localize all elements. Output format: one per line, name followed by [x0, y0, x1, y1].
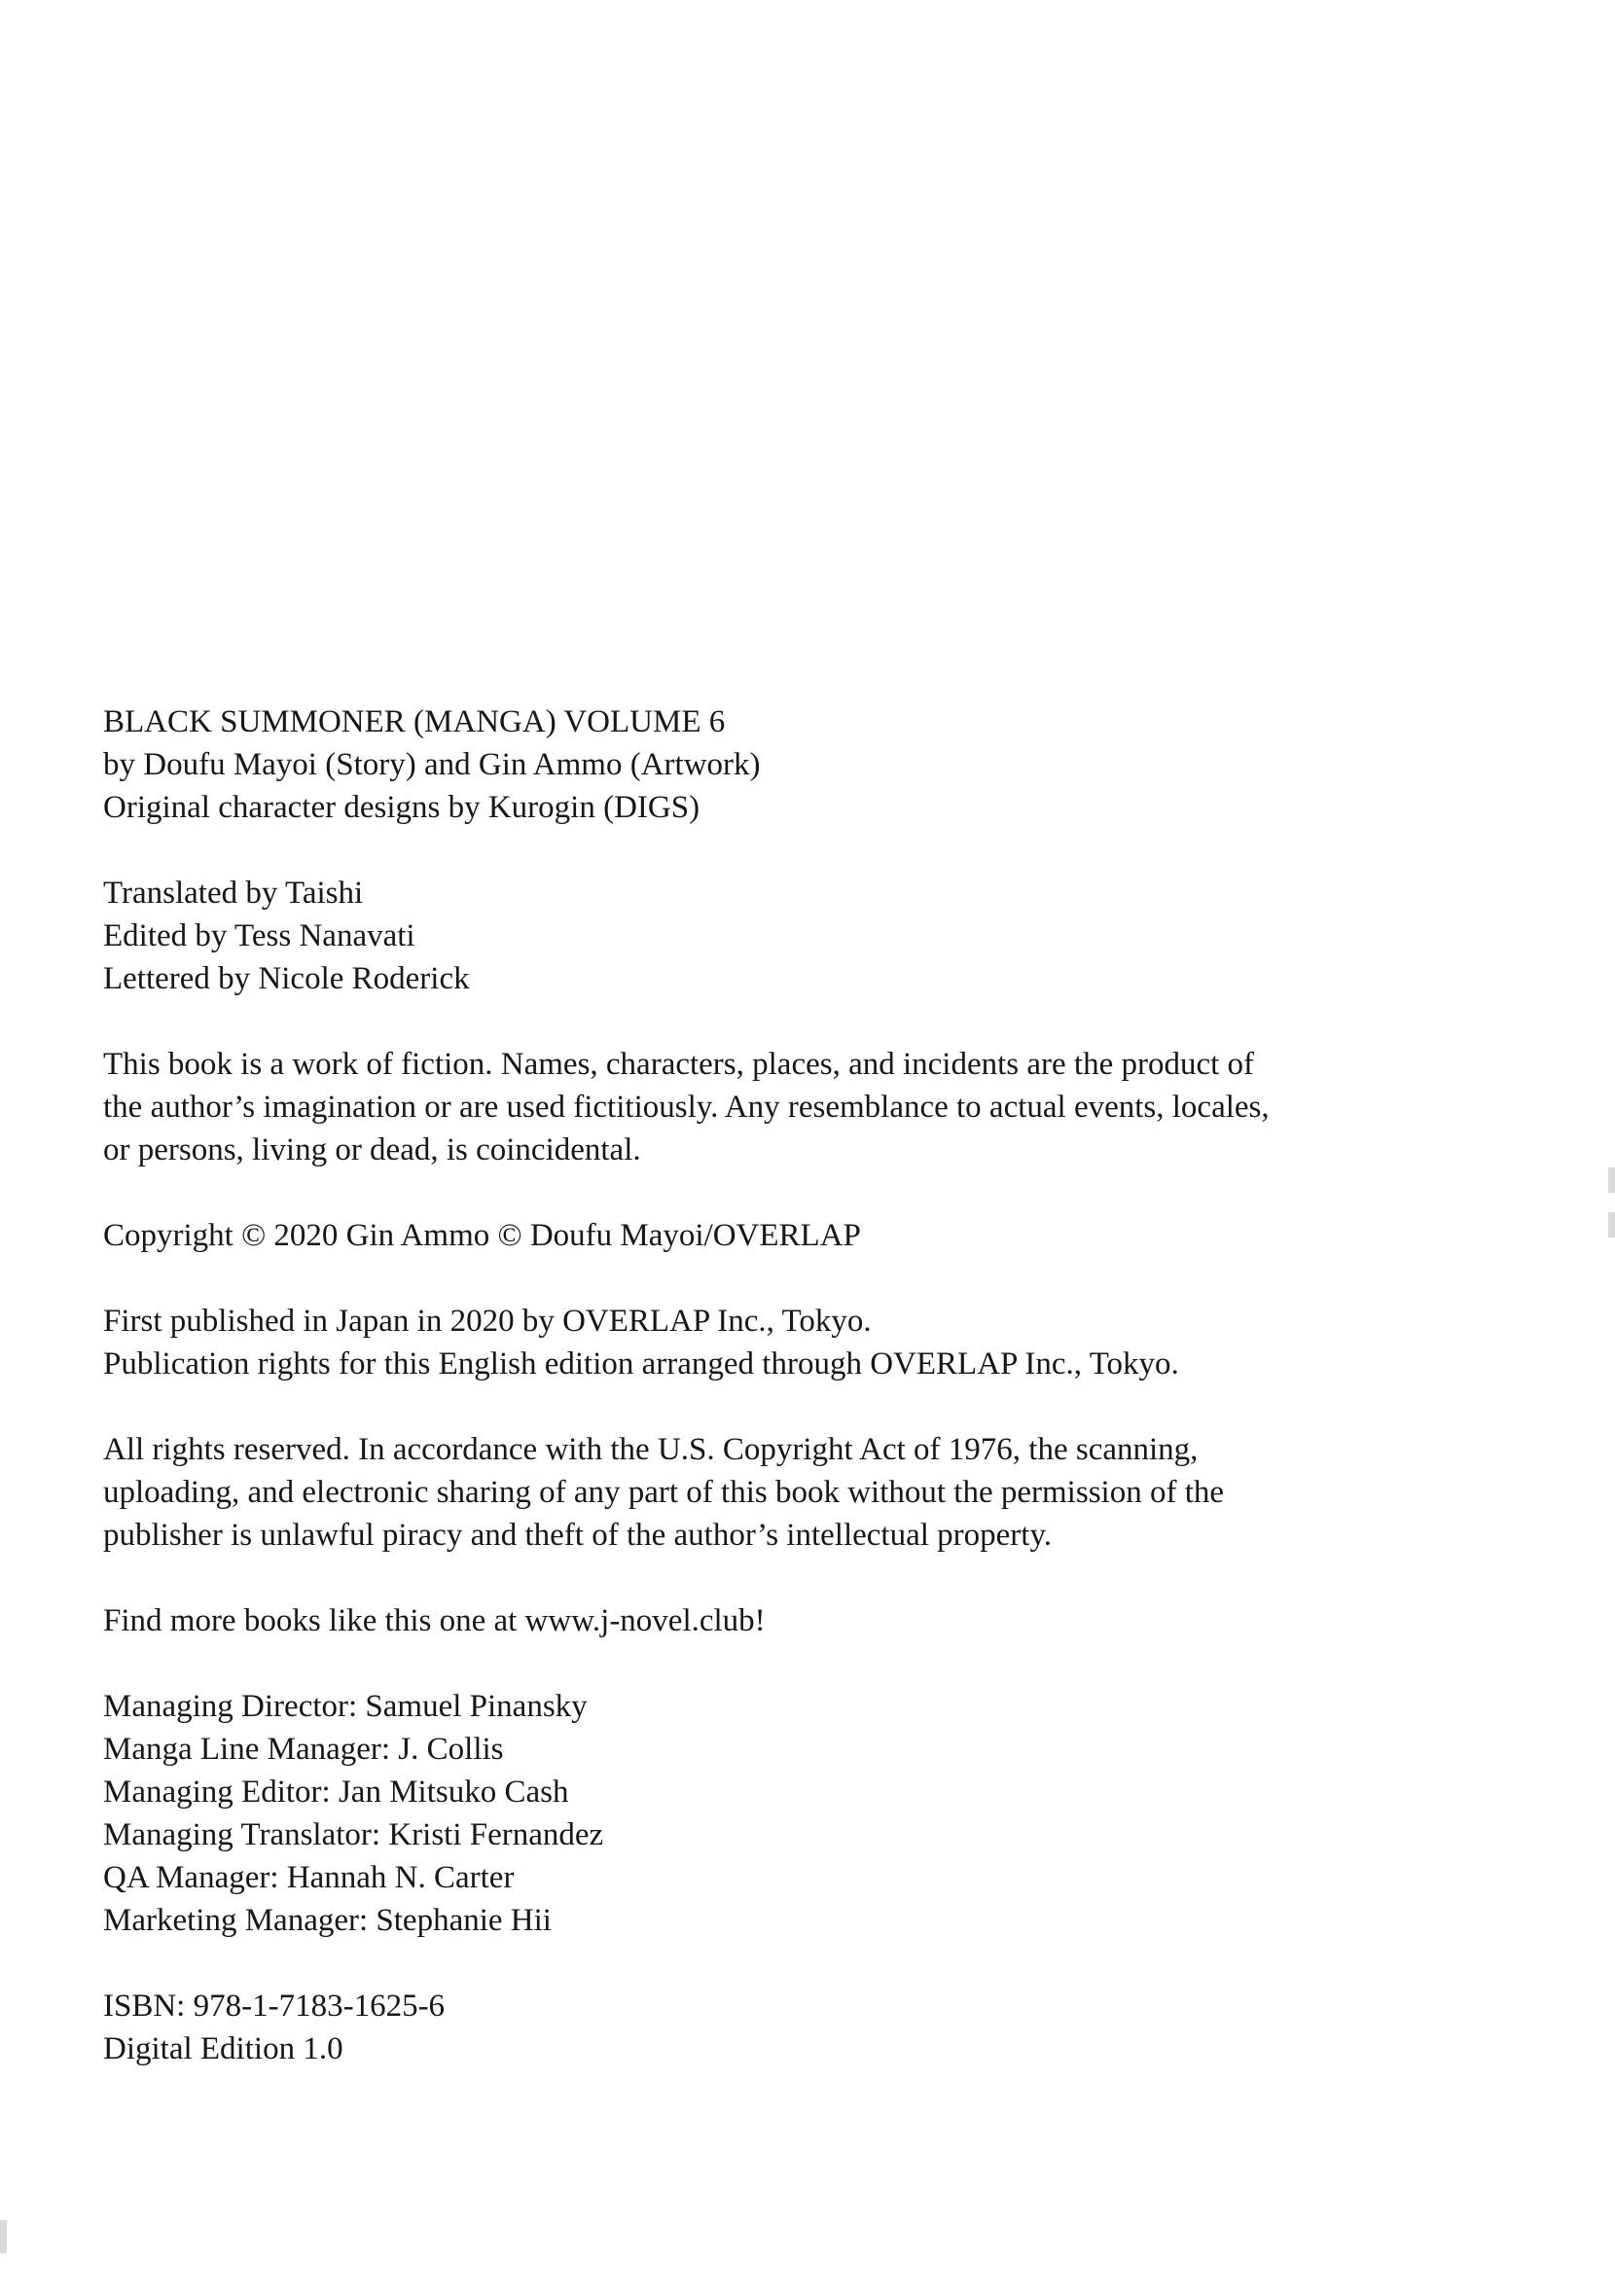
rights-line-2: uploading, and electronic sharing of any part of this book without the permission of the [103, 1475, 1225, 1510]
marketing-manager-credit: Marketing Manager: Stephanie Hii [103, 1903, 552, 1938]
managing-editor-credit: Managing Editor: Jan Mitsuko Cash [103, 1775, 569, 1810]
qa-manager-credit: QA Manager: Hannah N. Carter [103, 1860, 515, 1895]
character-designs-credit: Original character designs by Kurogin (DIGS) [103, 790, 700, 825]
copyright-line: Copyright © 2020 Gin Ammo © Doufu Mayoi/OVERLAP [103, 1218, 861, 1253]
page-edge-artifact [0, 2220, 7, 2253]
colophon-page [103, 700, 1465, 2070]
fiction-disclaimer [103, 1043, 1465, 1171]
page-edge-artifact [1608, 1167, 1615, 1193]
disclaimer-line-2: the author’s imagination or are used fictitiously. Any resemblance to actual events, locales, [103, 1090, 1270, 1125]
editor-credit: Edited by Tess Nanavati [103, 918, 415, 953]
publication-block [103, 1300, 1465, 1385]
book-byline: by Doufu Mayoi (Story) and Gin Ammo (Artwork) [103, 747, 761, 782]
isbn-block [103, 1985, 1465, 2070]
rights-line-3: publisher is unlawful piracy and theft of the author’s intellectual property. [103, 1518, 1053, 1553]
credits-block [103, 872, 1465, 1000]
publication-line-2: Publication rights for this English edition arranged through OVERLAP Inc., Tokyo. [103, 1346, 1179, 1381]
rights-line-1: All rights reserved. In accordance with the U.S. Copyright Act of 1976, the scanning, [103, 1432, 1199, 1467]
manga-line-manager-credit: Manga Line Manager: J. Collis [103, 1732, 504, 1767]
staff-block [103, 1685, 1465, 1942]
disclaimer-line-3: or persons, living or dead, is coincidental. [103, 1132, 641, 1167]
disclaimer-line-1: This book is a work of fiction. Names, characters, places, and incidents are the product of [103, 1047, 1255, 1082]
edition-line: Digital Edition 1.0 [103, 2031, 343, 2066]
copyright-block [103, 1214, 1465, 1257]
managing-translator-credit: Managing Translator: Kristi Fernandez [103, 1817, 604, 1852]
publication-line-1: First published in Japan in 2020 by OVERLAP Inc., Tokyo. [103, 1304, 872, 1339]
promo-line: Find more books like this one at www.j-novel.club! [103, 1603, 766, 1638]
promo-block [103, 1599, 1465, 1642]
page-edge-artifact [1608, 1212, 1615, 1238]
letterer-credit: Lettered by Nicole Roderick [103, 961, 470, 996]
rights-block [103, 1428, 1465, 1557]
isbn-line: ISBN: 978-1-7183-1625-6 [103, 1989, 446, 2024]
translator-credit: Translated by Taishi [103, 876, 364, 911]
managing-director-credit: Managing Director: Samuel Pinansky [103, 1689, 588, 1724]
title-block [103, 700, 1465, 829]
book-title: BLACK SUMMONER (MANGA) VOLUME 6 [103, 704, 726, 739]
